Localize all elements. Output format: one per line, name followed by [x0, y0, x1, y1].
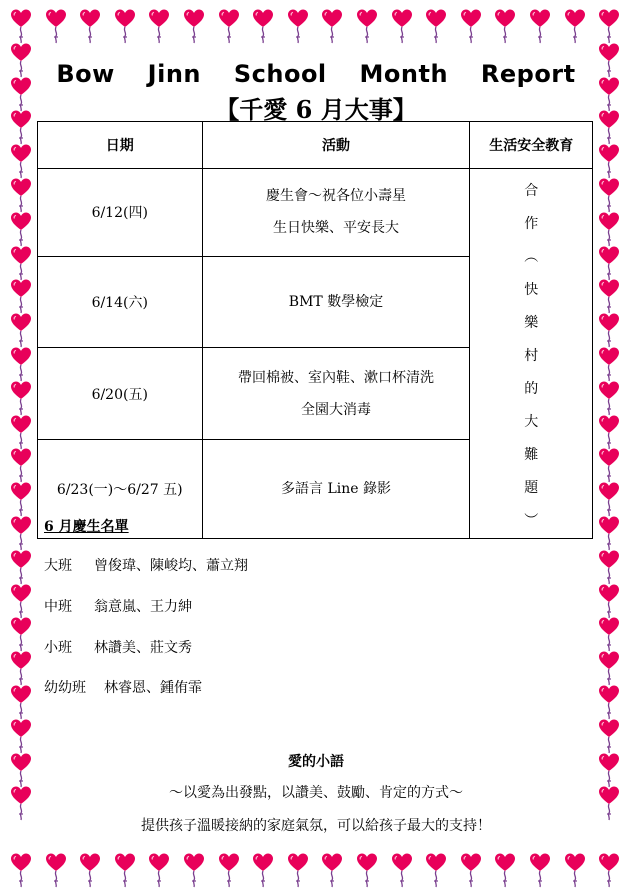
heart-balloon-icon [425, 852, 447, 888]
class-name: 幼幼班 [44, 680, 86, 696]
heart-balloon-icon [10, 380, 32, 416]
heart-balloon-icon [598, 143, 620, 179]
activity-line: 多語言 Line 錄影 [281, 481, 391, 498]
heart-balloon-icon [494, 8, 516, 44]
heart-balloon-icon [10, 752, 32, 788]
heart-balloon-icon [10, 650, 32, 686]
heart-balloon-icon [598, 211, 620, 247]
event-date: 6/14(六) [38, 256, 203, 348]
heart-balloon-icon [218, 852, 240, 888]
activity-line: 全園大消毒 [300, 401, 371, 418]
love-words-line: 提供孩子溫暖接納的家庭氣氛，可以給孩子最大的支持！ [141, 818, 491, 834]
birthday-class-row [44, 596, 192, 616]
heart-balloon-icon [598, 380, 620, 416]
heart-balloon-icon [598, 312, 620, 348]
heart-balloon-icon [598, 718, 620, 754]
event-date: 6/20(五) [38, 348, 203, 440]
heart-balloon-icon [321, 8, 343, 44]
heart-balloon-icon [10, 42, 32, 78]
class-students: 林讚美、莊文秀 [94, 640, 192, 656]
heart-balloon-icon [10, 549, 32, 585]
event-activity [202, 256, 470, 348]
heart-balloon-icon [10, 515, 32, 551]
birthday-class-row [44, 555, 248, 575]
header-date: 日期 [38, 122, 203, 169]
heart-balloon-icon [10, 684, 32, 720]
heart-balloon-icon [10, 414, 32, 450]
heart-balloon-icon [598, 481, 620, 517]
event-activity [202, 348, 470, 440]
heart-balloon-icon [598, 278, 620, 314]
heart-balloon-icon [79, 8, 101, 44]
heart-balloon-icon [218, 8, 240, 44]
heart-balloon-icon [321, 852, 343, 888]
heart-balloon-icon [10, 852, 32, 888]
class-name: 小班 [44, 640, 72, 656]
heart-balloon-icon [598, 245, 620, 281]
heart-balloon-icon [10, 583, 32, 619]
heart-balloon-icon [391, 852, 413, 888]
heart-balloon-icon [45, 8, 67, 44]
birthday-list-heading: 6 月慶生名單 [44, 519, 129, 535]
heart-balloon-icon [10, 447, 32, 483]
page-title: Bow Jinn School Month Report [56, 60, 576, 88]
heart-balloon-icon [564, 852, 586, 888]
heart-balloon-icon [10, 109, 32, 145]
heart-balloon-icon [564, 8, 586, 44]
heart-balloon-icon [598, 515, 620, 551]
heart-balloon-icon [79, 852, 101, 888]
safety-char: ︶ [524, 513, 539, 529]
activity-line: BMT 數學檢定 [288, 293, 384, 310]
heart-balloon-icon [529, 8, 551, 44]
safety-char: 村 [524, 348, 539, 364]
activity-line: 慶生會～祝各位小壽星 [265, 188, 406, 205]
heart-balloon-icon [10, 245, 32, 281]
heart-balloon-icon [10, 346, 32, 382]
page-subtitle: 【千愛 6 月大事】 [215, 95, 417, 124]
heart-balloon-icon [10, 143, 32, 179]
heart-balloon-icon [598, 177, 620, 213]
heart-balloon-icon [391, 8, 413, 44]
heart-balloon-icon [598, 346, 620, 382]
heart-balloon-icon [287, 8, 309, 44]
heart-balloon-icon [494, 852, 516, 888]
safety-education-cell [470, 169, 593, 539]
heart-balloon-icon [460, 852, 482, 888]
heart-balloon-icon [356, 852, 378, 888]
heart-balloon-icon [183, 852, 205, 888]
heart-balloon-icon [598, 852, 620, 888]
heart-balloon-icon [252, 8, 274, 44]
safety-char: 難 [524, 447, 539, 463]
love-words-line: ～以愛為出發點，以讚美、鼓勵、肯定的方式～ [169, 785, 463, 801]
heart-balloon-icon [10, 718, 32, 754]
love-words-title: 愛的小語 [288, 754, 344, 770]
birthday-class-row [44, 637, 192, 657]
safety-char: ︵ [524, 249, 539, 265]
safety-char: 題 [524, 480, 539, 496]
heart-balloon-icon [598, 447, 620, 483]
header-activity: 活動 [202, 122, 470, 169]
heart-balloon-icon [45, 852, 67, 888]
events-table [37, 121, 593, 539]
safety-char: 的 [524, 381, 539, 397]
heart-balloon-icon [252, 852, 274, 888]
safety-char: 合 [524, 183, 539, 199]
safety-char: 樂 [524, 315, 539, 331]
class-students: 林睿恩、鍾侑霏 [104, 680, 202, 696]
heart-balloon-icon [598, 42, 620, 78]
heart-balloon-icon [287, 852, 309, 888]
event-date: 6/23(一)～6/27 五) [38, 440, 203, 539]
heart-balloon-icon [598, 8, 620, 44]
heart-balloon-icon [598, 650, 620, 686]
header-safety: 生活安全教育 [470, 122, 593, 169]
heart-balloon-icon [10, 312, 32, 348]
heart-balloon-icon [598, 414, 620, 450]
heart-balloon-icon [425, 8, 447, 44]
heart-balloon-icon [10, 785, 32, 821]
heart-balloon-icon [10, 76, 32, 112]
heart-balloon-icon [598, 785, 620, 821]
safety-char: 快 [524, 282, 539, 298]
event-date: 6/12(四) [38, 169, 203, 257]
heart-balloon-icon [598, 76, 620, 112]
safety-char: 大 [524, 414, 539, 430]
heart-balloon-icon [10, 177, 32, 213]
heart-balloon-icon [598, 549, 620, 585]
heart-balloon-icon [10, 278, 32, 314]
heart-balloon-icon [598, 616, 620, 652]
class-name: 大班 [44, 558, 72, 574]
heart-balloon-icon [356, 8, 378, 44]
class-name: 中班 [44, 599, 72, 615]
heart-balloon-icon [598, 583, 620, 619]
heart-balloon-icon [148, 852, 170, 888]
heart-balloon-icon [10, 211, 32, 247]
activity-line: 生日快樂、平安長大 [272, 220, 399, 237]
heart-balloon-icon [10, 481, 32, 517]
heart-balloon-icon [10, 8, 32, 44]
heart-balloon-icon [529, 852, 551, 888]
class-students: 翁意嵐、王力紳 [94, 599, 192, 615]
heart-balloon-icon [598, 752, 620, 788]
heart-balloon-icon [598, 684, 620, 720]
activity-line: 帶回棉被、室內鞋、漱口杯清洗 [237, 369, 434, 386]
birthday-class-row [44, 677, 202, 697]
event-activity [202, 440, 470, 539]
heart-balloon-icon [148, 8, 170, 44]
heart-balloon-icon [460, 8, 482, 44]
table-header-row [38, 122, 593, 169]
heart-balloon-icon [114, 8, 136, 44]
heart-balloon-icon [114, 852, 136, 888]
class-students: 曾俊瑋、陳峻均、蕭立翔 [94, 558, 248, 574]
event-activity [202, 169, 470, 257]
safety-char: 作 [524, 216, 539, 232]
heart-balloon-icon [183, 8, 205, 44]
heart-balloon-icon [598, 109, 620, 145]
table-row [38, 169, 593, 257]
heart-balloon-icon [10, 616, 32, 652]
